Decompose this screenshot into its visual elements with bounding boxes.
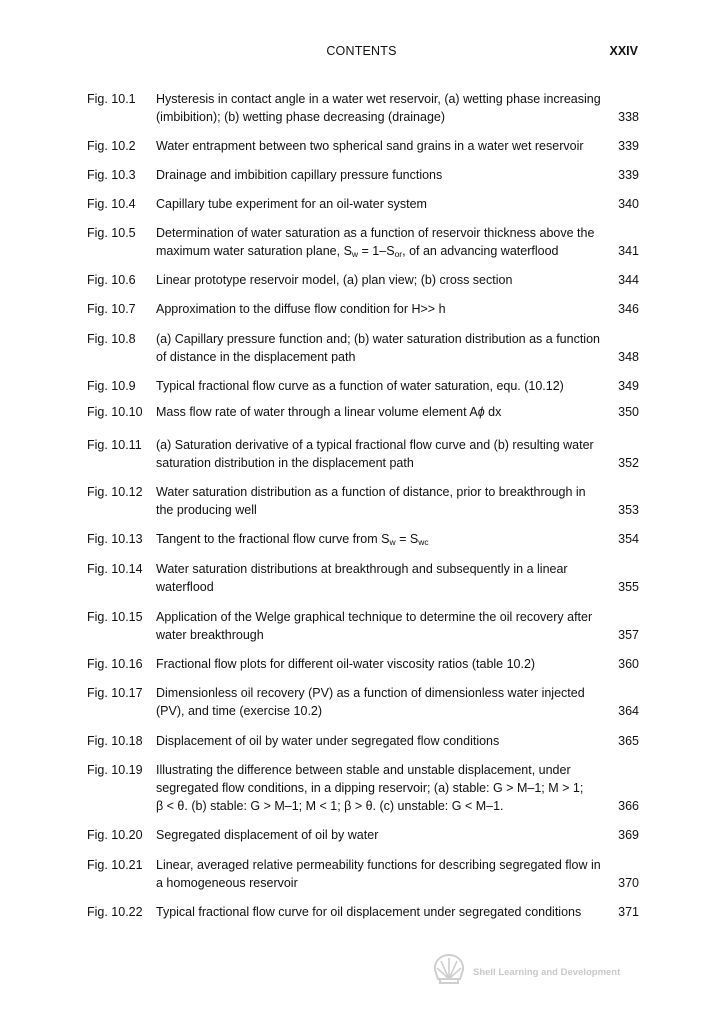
figure-label: Fig. 10.5 [87, 226, 136, 240]
page-ref: 354 [618, 532, 639, 546]
toc-entry [87, 608, 639, 644]
page-ref: 344 [618, 273, 639, 287]
figure-label: Fig. 10.12 [87, 485, 143, 499]
toc-entry [87, 166, 639, 184]
figure-caption: Mass flow rate of water through a linear volume element Aϕ dx 350 [156, 405, 639, 419]
toc-entry [87, 436, 639, 472]
page-ref: 341 [618, 244, 639, 258]
toc-entry [87, 195, 639, 213]
figure-label: Fig. 10.8 [87, 332, 136, 346]
figure-caption: Approximation to the diffuse flow condition for H>> h 346 [156, 302, 639, 316]
page-ref: 365 [618, 734, 639, 748]
page-ref: 357 [618, 628, 639, 642]
page-ref: 348 [618, 350, 639, 364]
page-ref: 338 [618, 110, 639, 124]
figure-caption: Determination of water saturation as a function of reservoir thickness above the maximum water saturation plane, $S_w = 1-S_{or}$, of an advancing waterflood 341 [156, 226, 639, 259]
page-ref: 353 [618, 503, 639, 517]
page-ref: 355 [618, 580, 639, 594]
figure-caption: Drainage and imbibition capillary pressure functions 339 [156, 168, 639, 182]
figure-caption: Fractional flow plots for different oil-water viscosity ratios (table 10.2) 360 [156, 657, 639, 671]
footer-brand-text: Shell Learning and Development [473, 967, 621, 978]
toc-entry [87, 826, 639, 844]
figure-label: Fig. 10.1 [87, 92, 136, 106]
page-ref: 340 [618, 197, 639, 211]
figure-caption: Water entrapment between two spherical sand grains in a water wet reservoir 339 [156, 139, 639, 153]
toc-entry [87, 271, 639, 289]
figure-caption: Typical fractional flow curve for oil displacement under segregated conditions 371 [156, 905, 639, 919]
figure-caption: Illustrating the difference between stable and unstable displacement, under segregated flow conditions, in a dipping reservoir; (a) stable: G > M–1; M > 1; β < θ. (b) stable: G > M–1; M < 1; β > θ. (c) unstable: G < M–1. 366 [156, 763, 639, 813]
page-ref: 352 [618, 456, 639, 470]
shell-logo-icon [432, 953, 466, 985]
figure-label: Fig. 10.7 [87, 302, 136, 316]
toc-entry [87, 856, 639, 892]
figure-caption: Tangent to the fractional flow curve from $S_w = S_{wc}$ 354 [156, 532, 639, 547]
page-header-title: CONTENTS [326, 44, 397, 58]
figure-caption: Application of the Welge graphical technique to determine the oil recovery after water breakthrough 357 [156, 610, 639, 642]
figure-caption: (a) Saturation derivative of a typical fractional flow curve and (b) resulting water saturation distribution in the displacement path 352 [156, 438, 639, 470]
page-ref: 346 [618, 302, 639, 316]
figure-label: Fig. 10.3 [87, 168, 136, 182]
figure-label: Fig. 10.14 [87, 562, 143, 576]
page-ref: 349 [618, 379, 639, 393]
figure-label: Fig. 10.13 [87, 532, 143, 546]
toc-entry [87, 655, 639, 673]
page-ref: 369 [618, 828, 639, 842]
toc-entry [87, 137, 639, 155]
page-ref: 360 [618, 657, 639, 671]
figure-caption: Hysteresis in contact angle in a water wet reservoir, (a) wetting phase increasing (imbibition); (b) wetting phase decreasing (drainage) 338 [156, 92, 639, 124]
page-ref: 339 [618, 168, 639, 182]
figure-label: Fig. 10.18 [87, 734, 143, 748]
figure-label: Fig. 10.6 [87, 273, 136, 287]
figure-label: Fig. 10.16 [87, 657, 143, 671]
figure-caption: Water saturation distribution as a function of distance, prior to breakthrough in the producing well 353 [156, 485, 639, 517]
toc-entry [87, 330, 639, 366]
toc-entry [87, 300, 639, 318]
toc-entry [87, 224, 639, 260]
toc-entry [87, 560, 639, 596]
toc-entry [87, 483, 639, 519]
toc-entry [87, 403, 639, 421]
figure-label: Fig. 10.2 [87, 139, 136, 153]
figure-caption: Displacement of oil by water under segregated flow conditions 365 [156, 734, 639, 748]
figure-caption: Segregated displacement of oil by water 369 [156, 828, 639, 842]
figure-label: Fig. 10.9 [87, 379, 136, 393]
figure-caption: (a) Capillary pressure function and; (b) water saturation distribution as a function of distance in the displacement path 348 [156, 332, 639, 364]
toc-entry [87, 761, 639, 815]
figure-caption: Linear, averaged relative permeability functions for describing segregated flow in a homogeneous reservoir 370 [156, 858, 639, 890]
toc-entry [87, 90, 639, 126]
page-number: XXIV [609, 44, 638, 58]
toc-entry [87, 377, 639, 395]
figure-caption: Dimensionless oil recovery (PV) as a function of dimensionless water injected (PV), and time (exercise 10.2) 364 [156, 686, 639, 718]
page-ref: 350 [618, 405, 639, 419]
figure-label: Fig. 10.11 [87, 438, 142, 452]
figure-caption: Capillary tube experiment for an oil-water system 340 [156, 197, 639, 211]
figure-label: Fig. 10.15 [87, 610, 143, 624]
page-ref: 370 [618, 876, 639, 890]
figure-label: Fig. 10.17 [87, 686, 143, 700]
figure-caption: Typical fractional flow curve as a function of water saturation, equ. (10.12) 349 [156, 379, 639, 393]
figure-label: Fig. 10.4 [87, 197, 136, 211]
page-ref: 364 [618, 704, 639, 718]
figure-label: Fig. 10.22 [87, 905, 143, 919]
page-ref: 366 [618, 799, 639, 813]
figure-label: Fig. 10.19 [87, 763, 143, 777]
figure-caption: Linear prototype reservoir model, (a) plan view; (b) cross section 344 [156, 273, 639, 287]
figure-label: Fig. 10.10 [87, 405, 143, 419]
toc-entry [87, 684, 639, 720]
figure-label: Fig. 10.21 [87, 858, 143, 872]
toc-entry [87, 732, 639, 750]
page-ref: 339 [618, 139, 639, 153]
toc-entry [87, 903, 639, 921]
page-ref: 371 [618, 905, 639, 919]
figure-caption: Water saturation distributions at breakthrough and subsequently in a linear waterflood 355 [156, 562, 639, 594]
figure-label: Fig. 10.20 [87, 828, 143, 842]
toc-entry [87, 530, 639, 548]
